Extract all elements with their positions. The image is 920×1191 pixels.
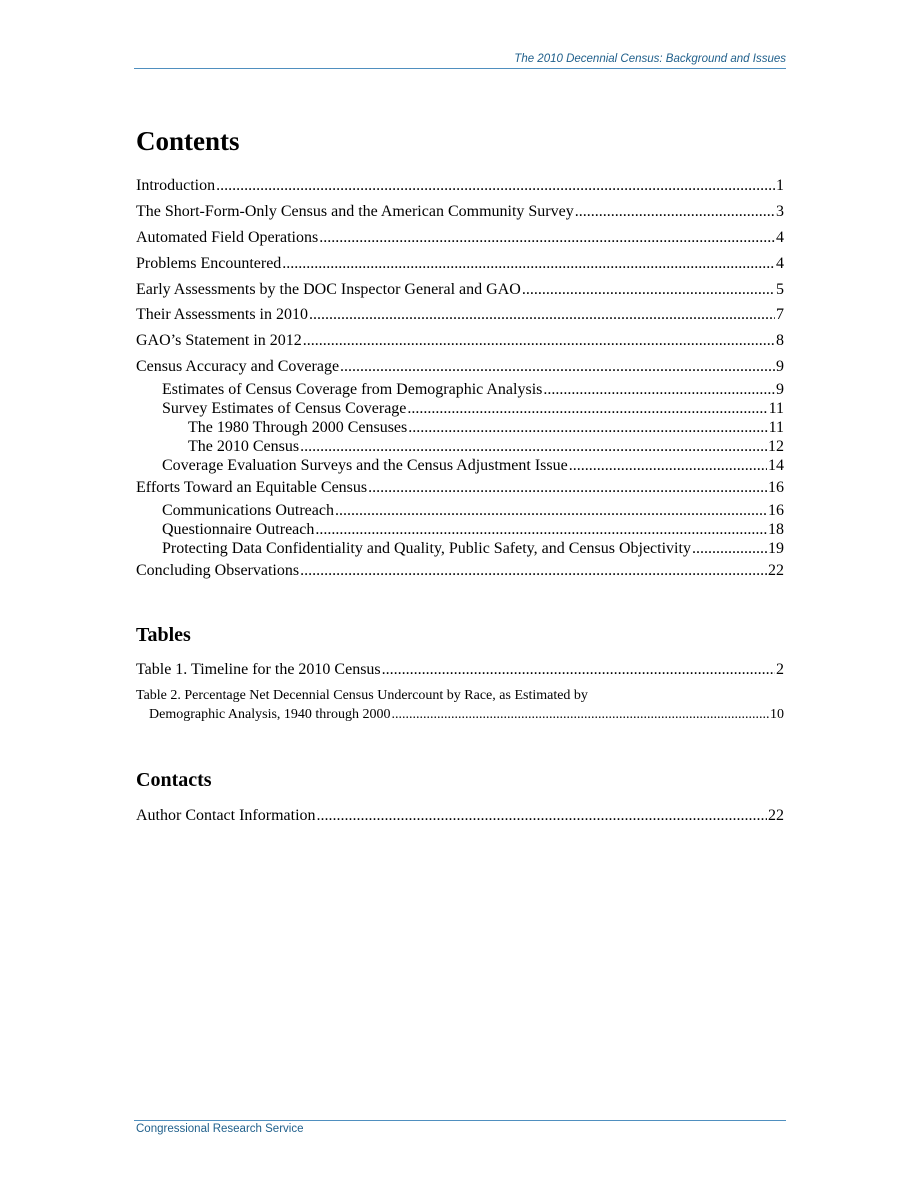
toc-entry-equitable-census[interactable] — [136, 479, 784, 496]
toc-entry-page: 19 — [768, 540, 784, 557]
toc-entry-page: 4 — [776, 229, 784, 246]
toc-entry-title: Automated Field Operations — [136, 229, 319, 246]
toc-entry-page: 7 — [776, 306, 784, 323]
toc-entry-page: 22 — [768, 807, 784, 824]
toc-entry-page: 14 — [768, 457, 784, 474]
toc-entry-automated-field-operations[interactable] — [136, 229, 784, 246]
toc-entry-concluding-observations[interactable] — [136, 562, 784, 579]
toc-entry-title: Author Contact Information — [136, 807, 316, 824]
toc-entry-title: Estimates of Census Coverage from Demographic Analysis — [162, 381, 543, 398]
toc-entry-1980-through-2000[interactable] — [188, 419, 784, 436]
toc-entry-table-2[interactable] — [136, 686, 784, 724]
header-divider — [134, 68, 786, 69]
toc-entry-title: The 2010 Census — [188, 438, 300, 455]
toc-entry-gao-statement-2012[interactable] — [136, 332, 784, 349]
toc-entry-title: Concluding Observations — [136, 562, 300, 579]
toc-entry-page: 9 — [776, 358, 784, 375]
toc-entry-title: Problems Encountered — [136, 255, 282, 272]
toc-entry-their-assessments-2010[interactable] — [136, 306, 784, 323]
contents-heading: Contents — [136, 126, 240, 156]
toc-entry-title-continued: Demographic Analysis, 1940 through 2000 — [149, 707, 391, 722]
toc-entry-title: Early Assessments by the DOC Inspector General and GAO — [136, 281, 521, 298]
toc-entry-title: Their Assessments in 2010 — [136, 306, 308, 323]
toc-entry-page: 12 — [768, 438, 784, 455]
toc-entry-title: Coverage Evaluation Surveys and the Census Adjustment Issue — [162, 457, 568, 474]
toc-entry-early-assessments[interactable] — [136, 281, 784, 298]
toc-entry-page: 4 — [776, 255, 784, 272]
toc-entry-title: Questionnaire Outreach — [162, 521, 315, 538]
toc-entry-page: 22 — [768, 562, 784, 579]
running-footer: Congressional Research Service — [136, 1123, 304, 1135]
toc-entry-page: 11 — [768, 400, 784, 417]
footer-divider — [134, 1120, 786, 1121]
tables-heading: Tables — [136, 624, 191, 646]
toc-entry-introduction[interactable] — [136, 177, 784, 194]
contacts-heading: Contacts — [136, 769, 212, 791]
toc-entry-title: Table 2. Percentage Net Decennial Census Undercount by Race, as Estimated by — [136, 688, 588, 703]
toc-entry-title: Survey Estimates of Census Coverage — [162, 400, 407, 417]
toc-entry-census-accuracy[interactable] — [136, 358, 784, 375]
toc-entry-page: 5 — [776, 281, 784, 298]
toc-entry-page: 10 — [770, 707, 784, 722]
toc-entry-page: 16 — [768, 502, 784, 519]
toc-entry-communications-outreach[interactable] — [162, 502, 784, 519]
toc-entry-page: 18 — [768, 521, 784, 538]
toc-entry-title: Protecting Data Confidentiality and Quality, Public Safety, and Census Objectivity — [162, 540, 691, 557]
toc-entry-title: Communications Outreach — [162, 502, 334, 519]
toc-entry-title: The 1980 Through 2000 Censuses — [188, 419, 408, 436]
toc-entry-page: 3 — [776, 203, 784, 220]
running-header: The 2010 Decennial Census: Background and Issues — [514, 53, 786, 65]
toc-entry-protecting-data[interactable] — [162, 540, 784, 557]
toc-entry-title: The Short-Form-Only Census and the American Community Survey — [136, 203, 574, 220]
toc-entry-page: 11 — [768, 419, 784, 436]
toc-entry-title: Table 1. Timeline for the 2010 Census — [136, 661, 381, 678]
toc-entry-title: Introduction — [136, 177, 216, 194]
toc-entry-2010-census[interactable] — [188, 438, 784, 455]
toc-entry-short-form-only-census[interactable] — [136, 203, 784, 220]
toc-entry-page: 8 — [776, 332, 784, 349]
toc-entry-author-contact[interactable] — [136, 807, 784, 824]
toc-entry-survey-estimates[interactable] — [162, 400, 784, 417]
toc-entry-title: Census Accuracy and Coverage — [136, 358, 340, 375]
toc-entry-page: 16 — [768, 479, 784, 496]
toc-entry-title: GAO’s Statement in 2012 — [136, 332, 302, 349]
toc-entry-problems-encountered[interactable] — [136, 255, 784, 272]
toc-entry-demographic-analysis[interactable] — [162, 381, 784, 398]
toc-entry-coverage-evaluation[interactable] — [162, 457, 784, 474]
toc-entry-table-1[interactable] — [136, 661, 784, 678]
toc-entry-page: 1 — [776, 177, 784, 194]
toc-entry-title: Efforts Toward an Equitable Census — [136, 479, 368, 496]
toc-entry-questionnaire-outreach[interactable] — [162, 521, 784, 538]
toc-entry-page: 2 — [776, 661, 784, 678]
toc-entry-page: 9 — [776, 381, 784, 398]
